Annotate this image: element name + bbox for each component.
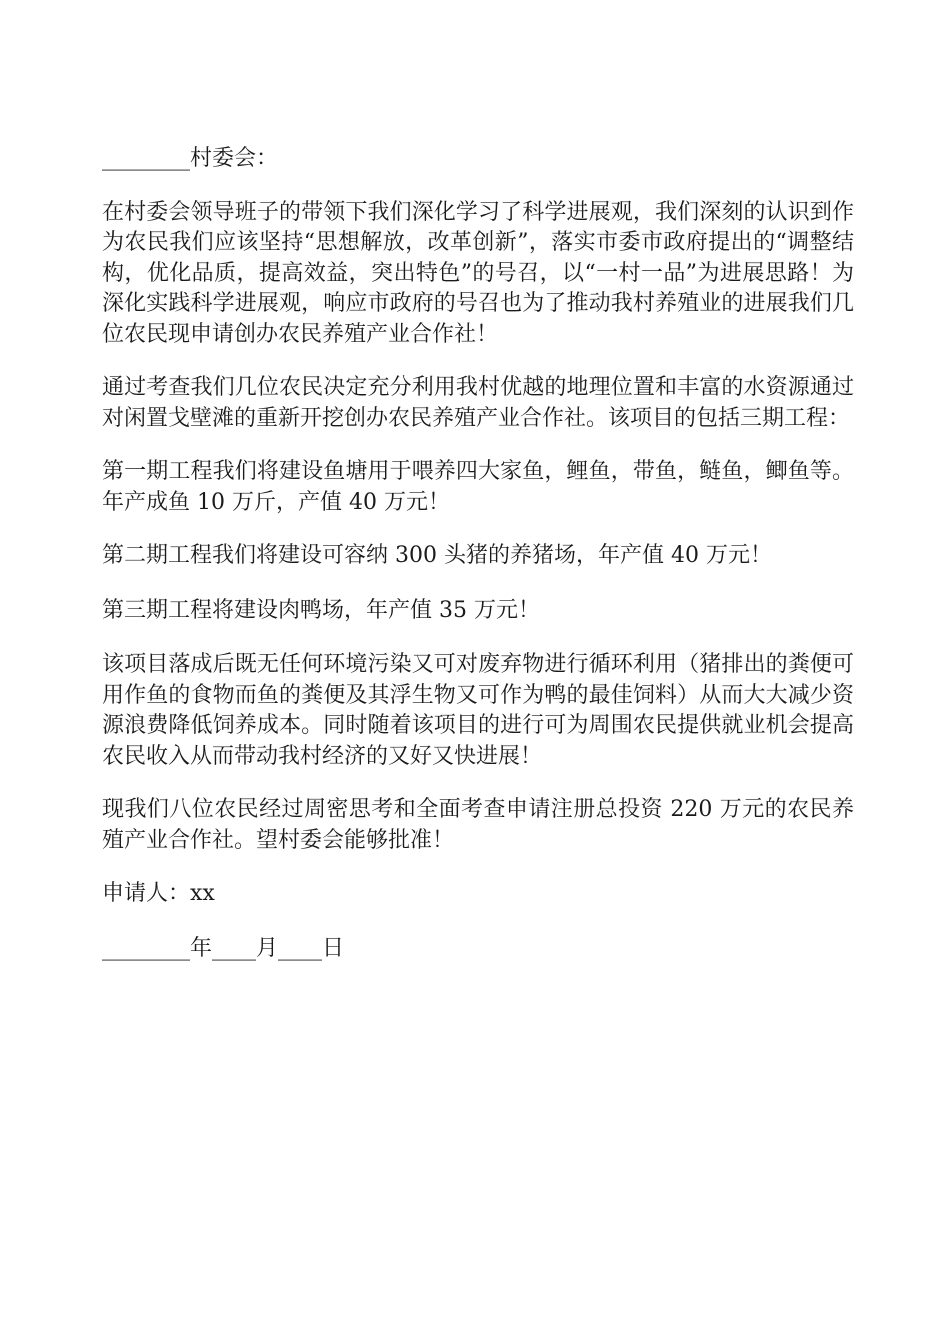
paragraph-phase-one: 第一期工程我们将建设鱼塘用于喂养四大家鱼，鲤鱼，带鱼，鲢鱼，鲫鱼等。年产成鱼 10 万斤，产值 40 万元！ [102, 459, 854, 515]
applicant-line: 申请人：xx [102, 881, 215, 906]
year-label: 年 [190, 935, 213, 961]
month-label: 月 [256, 935, 279, 961]
greeting-line [102, 144, 854, 175]
paragraph-request: 现我们八位农民经过周密思考和全面考查申请注册总投资 220 万元的农民养殖产业合作社。望村委会能够批准！ [102, 797, 854, 853]
month-blank: ____ [212, 935, 257, 961]
paragraph-phase-two: 第二期工程我们将建设可容纳 300 头猪的养猪场，年产值 40 万元！ [102, 543, 772, 568]
paragraph-phase-three: 第三期工程将建设肉鸭场，年产值 35 万元！ [102, 597, 540, 623]
day-label: 日 [322, 935, 345, 961]
addressee-blank: ________ [102, 146, 190, 171]
day-blank: ____ [278, 935, 323, 961]
letter-body [102, 144, 854, 964]
paragraph-intro: 在村委会领导班子的带领下我们深化学习了科学进展观，我们深刻的认识到作为农民我们应该坚持“思想解放，改革创新”，落实市委市政府提出的“调整结构，优化品质，提高效益，突出特色”的号召，以“一村一品”为进展思路！为深化实践科学进展观，响应市政府的号召也为了推动我村养殖业的进展我们几位农民现申请创办农民养殖产业合作社！ [102, 199, 854, 347]
date-line [102, 934, 854, 965]
paragraph-project-overview: 通过考查我们几位农民决定充分利用我村优越的地理位置和丰富的水资源通过对闲置戈壁滩的重新开挖创办农民养殖产业合作社。该项目的包括三期工程： [102, 375, 854, 431]
paragraph-benefits: 该项目落成后既无任何环境污染又可对废弃物进行循环利用（猪排出的粪便可用作鱼的食物而鱼的粪便及其浮生物又可作为鸭的最佳饲料）从而大大减少资源浪费降低饲养成本。同时随着该项目的进行可为周围农民提供就业机会提高农民收入从而带动我村经济的又好又快进展！ [102, 652, 854, 769]
year-blank: ________ [102, 935, 190, 961]
addressee: 村委会： [190, 146, 279, 171]
